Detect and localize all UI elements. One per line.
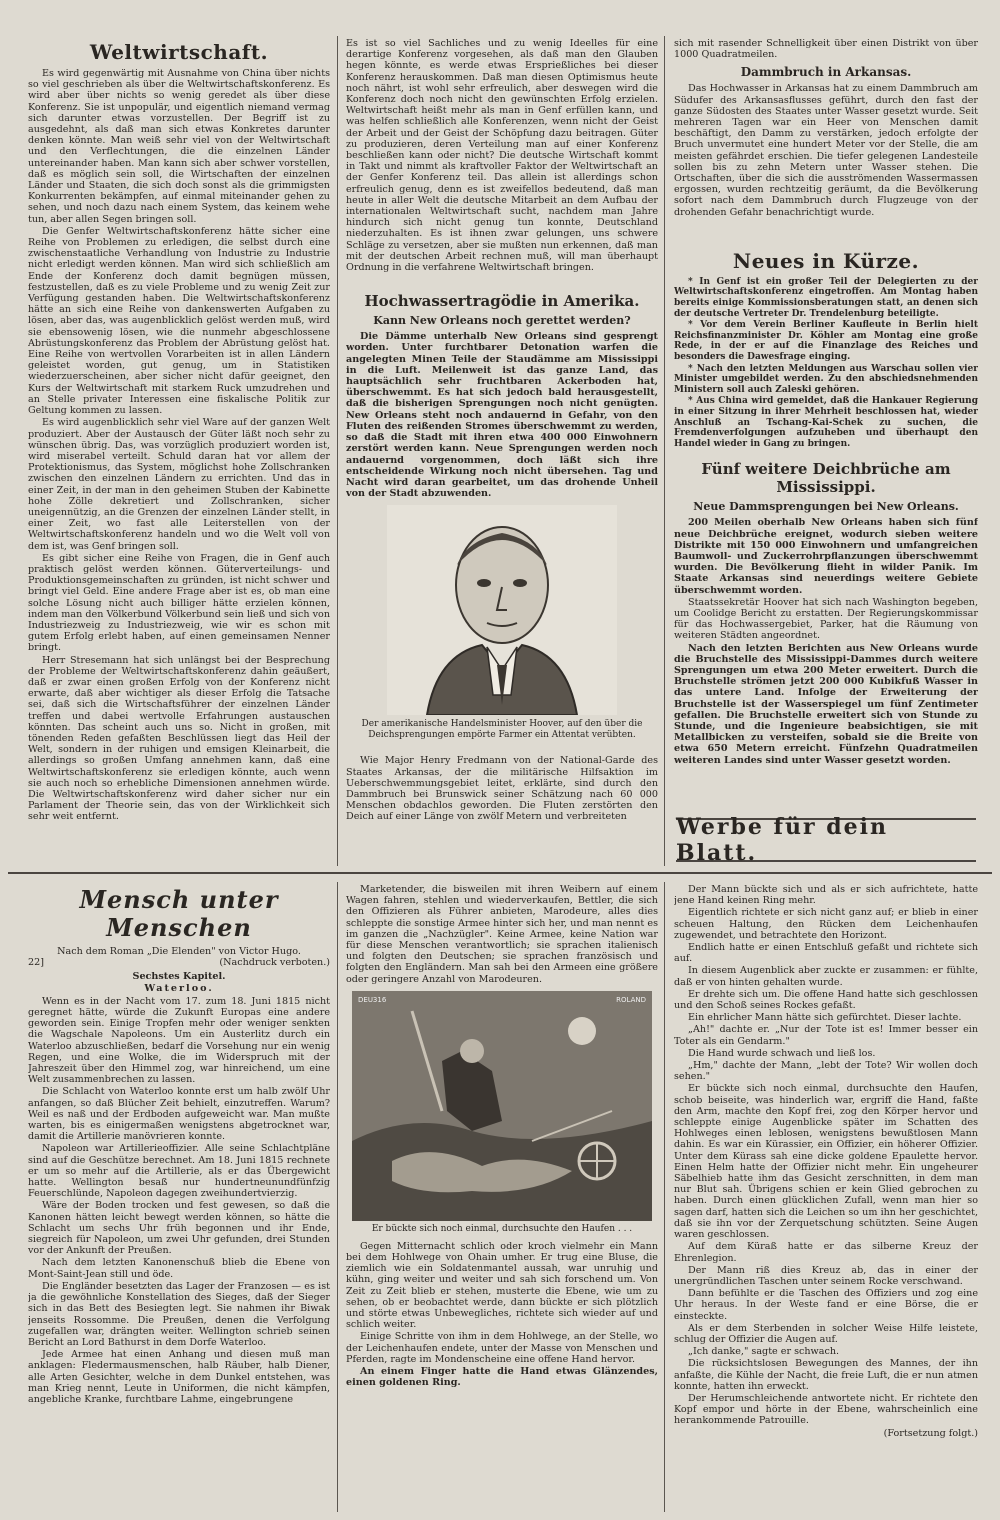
section-divider (8, 872, 992, 874)
serial-paragraph: Gegen Mitternacht schlich oder kroch vielmehr ein Mann bei dem Hohlwege von Ohain umher. Er trug eine Bluse, die ziemlich wie ein Soldatenmantel aussah, war unruhig und kühn, ging weiter und weiter und sah sich forschend um. Von Zeit zu Zeit blieb er stehen, musterte die Ebene, wie um zu sehen, ob er beobachtet werde, dann bückte er sich plötzlich und störte etwas Unbewegliches, richtete sich wieder auf und schlich weiter. (346, 1240, 658, 1331)
serial-paragraph: Marketender, die bisweilen mit ihren Weibern auf einem Wagen fahren, stehlen und wiederverkaufen, Bettler, die sich den Offizieren als Führer anbieten, Marodeure, alles dies schleppte die sonstige Armee hinter sich her, und man nennt es im ganzen die „Nachzügler". Keine Armee, keine Nation war für diese Menschen verantwortlich; sie sprachen italienisch und folgten den Deutschen; sie sprachen französisch und folgten den Engländern. Man sah bei den Armeen eine größere oder geringere Anzahl von Marodeuren. (346, 884, 658, 985)
serial-paragraph: Auf dem Küraß hatte er das silberne Kreuz der Ehrenlegion. (674, 1241, 978, 1264)
illustration-signature-right: ROLAND (616, 995, 646, 1004)
article-paragraph: Das Hochwasser in Arkansas hat zu einem Dammbruch am Südufer des Arkansasflusses geführt, durch den fast der ganze Südosten des Staates unter Wasser gesetzt wurde. Seit mehreren Tagen war ein Heer von Menschen damit beschäftigt, den Damm zu verstärken, jedoch erfolgte der Bruch unvermutet eine hundert Meter vor der Stelle, die am meisten gefährdet erschien. Die tiefer gelegenen Landesteile sollen bis zu zehn Metern unter Wasser stehen. Die Ortschaften, über die sich die ausströmenden Wassermassen ergossen, wurden rechtzeitig geräumt, da die Bevölkerung sofort nach dem Dammbruch durch Flugzeuge von der drohenden Gefahr benachrichtigt wurde. (674, 83, 978, 218)
serial-column-1 (28, 884, 330, 1514)
serial-paragraph: Die Schlacht von Waterloo konnte erst um halb zwölf Uhr anfangen, so daß Blücher Zeit behielt, einzutreffen. Warum? Weil es naß und der Erdboden aufgeweicht war. Man mußte warten, bis es einigermaßen wenigstens abgetrocknet war, damit die Artillerie manövrieren konnte. (28, 1086, 330, 1143)
article-paragraph: Die Dämme unterhalb New Orleans sind gesprengt worden. Unter furchtbarer Detonation warfen die angelegten Minen Teile der Staudämme am Mississippi in die Luft. Meilenweit ist das ganze Land, das hauptsächlich sehr fruchtbaren Ackerboden hat, überschwemmt. Es hat sich jedoch bald herausgestellt, daß die bisherigen Sprengungen noch nicht genügten. New Orleans steht noch andauernd in Gefahr, von den Fluten des reißenden Stromes überschwemmt zu werden, so daß die Stadt mit ihren etwa 400 000 Einwohnern zerstört werden kann. Neue Sprengungen werden noch andauernd vorgenommen, doch läßt sich ihre entscheidende Wirkung noch nicht übersehen. Tag und Nacht wird daran gearbeitet, um das drohende Unheil von der Stadt abzuwenden. (346, 331, 658, 500)
hoover-portrait (387, 505, 617, 715)
column-rule (664, 36, 665, 866)
breach-subtitle: Neue Dammsprengungen bei New Orleans. (693, 500, 959, 514)
serial-paragraph: Die Hand wurde schwach und ließ los. (688, 1047, 876, 1059)
breach-title: Fünf weitere Deichbrüche am Mississippi. (701, 460, 951, 497)
serial-paragraph: Eigentlich richtete er sich nicht ganz auf; er blieb in einer scheuen Haltung, den Rücken dem Leichenhaufen zugewendet, und betrachtete den Horizont. (674, 907, 978, 941)
dam-title: Dammbruch in Arkansas. (740, 65, 912, 80)
flood-subtitle: Kann New Orleans noch gerettet werden? (373, 314, 631, 328)
serial-paragraph: Jede Armee hat einen Anhang und diesen muß man anklagen: Fledermausmenschen, halb Räuber, halb Diener, alle Arten Gesichter, welche in dem Dunkel entstehen, was man Krieg nennt, Leute in Uniformen, die nicht kämpfen, angebliche Kranke, furchtbare Lahme, eingebrungene (28, 1349, 330, 1405)
serial-paragraph: Nach dem letzten Kanonenschuß blieb die Ebene von Mont-Saint-Jean still und öde. (28, 1257, 330, 1280)
chapter-name: Waterloo. (144, 982, 214, 994)
serial-column-2 (346, 884, 658, 1514)
news-item: * Aus China wird gemeldet, daß die Hankauer Regierung in einer Sitzung in ihrer Mehrheit beschlossen hat, wieder Anschluß an Tschang-Kai-Schek zu suchen, die Fremdenverfolgungen aufzuheben und überhaupt den Handel wieder in Gang zu bringen. (674, 396, 978, 449)
serial-paragraph: Endlich hatte er einen Entschluß gefaßt und richtete sich auf. (674, 942, 978, 965)
article-title: Weltwirtschaft. (89, 40, 269, 64)
serial-source: Nach dem Roman „Die Elenden" von Victor Hugo. (57, 946, 301, 957)
news-title: Neues in Kürze. (732, 248, 920, 273)
portrait-illustration-icon (387, 505, 617, 715)
advert-banner: Werbe für dein Blatt. (676, 818, 976, 862)
serial-title: Mensch unter Menschen (79, 885, 279, 942)
column-middle (346, 38, 658, 866)
news-item: * Nach den letzten Meldungen aus Warschau sollen vier Minister umgebildet werden. Zu den abschiedsnehmenden Ministern soll auch Zaleski gehören. (674, 363, 978, 395)
serial-paragraph: Er bückte sich noch einmal, durchsuchte den Haufen, schob beiseite, was hinderlich war, ergriff die Hand, faßte den Arm, machte den Kopf frei, zog den Körper hervor und schleppte einige Augenblicke später im Schatten des Hohlweges einen leblosen, wenigstens bewußtlosen Mann dahin. Es war ein Kürassier, ein Offizier, ein höherer Offizier. Unter dem Kürass sah eine dicke goldene Epaulette hervor. Einen Helm hatte der Offizier nicht mehr. Ein ungeheurer Säbelhieb hatte ihm das Gesicht zerschnitten, in dem man nur Blut sah. Übrigens schien er kein Glied gebrochen zu haben. Durch einen glücklichen Zufall, wenn man hier so sagen darf, hatten sich die Leichen so um ihn her geschichtet, daß sie ihn vor der Zerquetschung schützten. Seine Augen waren geschlossen. (674, 1083, 978, 1241)
article-paragraph: Nach den letzten Berichten aus New Orleans wurde die Bruchstelle des Mississippi-Dammes durch weitere Sprengungen um etwa 200 Meter erweitert. Durch die Bruchstelle strömen jetzt 200 000 Kubikfuß Wasser in das untere Land. Infolge der Erweiterung der Bruchstelle ist der Wasserspiegel um fünf Zentimeter gefallen. Die Bruchstelle erweitert sich von Stunde zu Stunde, und die Ingenieure beabsichtigen, sie mit Metallbicken zu versteifen, sobald sie die Breite von etwa 650 Metern erreicht. Fünfzehn Quadratmeilen weiteren Landes sind unter Wasser gesetzt worden. (674, 642, 978, 766)
portrait-caption: Der amerikanische Handelsminister Hoover, auf den über die Deichsprengungen empörte Farmer ein Attentat verübten. (361, 719, 643, 741)
illustration-caption: Er bückte sich noch einmal, durchsuchte den Haufen . . . (371, 1223, 633, 1234)
serial-paragraph: Er drehte sich um. Die offene Hand hatte sich geschlossen und den Schoß seines Rockes gefaßt. (674, 988, 978, 1012)
serial-paragraph: Wenn es in der Nacht vom 17. zum 18. Juni 1815 nicht geregnet hätte, würde die Zukunft Europas eine andere geworden sein. Einige Tropfen mehr oder weniger senkten die Wagschale Napoleons. Um ein Austerlitz durch ein Waterloo abzuschließen, bedarf die Vorsehung nur ein wenig Regen, und eine Wolke, die im Widerspruch mit der Jahreszeit über den Himmel zog, war hinreichend, um eine Welt zusammenbrechen zu lassen. (28, 995, 330, 1086)
waterloo-illustration (352, 991, 652, 1221)
article-paragraph: Herr Stresemann hat sich unlängst bei der Besprechung der Probleme der Weltwirtschaftskonferenz dahin geäußert, daß er zwar einen großen Erfolg von der Konferenz nicht erwarte, daß aber wichtiger als dieser Erfolg die Tatsache sei, daß sich die Wirtschaftsführer der einzelnen Länder treffen und dabei wertvolle Erfahrungen austauschen könnten. Das scheint auch uns so. Nicht in großen, mit tönenden Reden gefaßten Beschlüssen liegt das Heil der Welt, sondern in der ruhigen und emsigen Kleinarbeit, die allerdings so großen Umfang annehmen kann, daß eine Weltwirtschaftskonferenz sie erledigen könnte, auch wenn sie auch noch so erhebliche Dimensionen annehmen würde. Die Weltwirtschaftskonferenz wird daher sicher nur ein Parlament der Theorie sein, das von der Wirklichkeit sich sehr weit entfernt. (28, 654, 330, 823)
battlefield-scene-icon (352, 991, 652, 1221)
article-paragraph: Es gibt sicher eine Reihe von Fragen, die in Genf auch praktisch gelöst werden können. Güterverteilungs- und Produktionsgemeinschaften zu gründen, ist nicht schwer und bringt viel Geld. Eine andere Frage aber ist es, ob man eine solche Lösung nicht auch billiger hätte erzielen können, indem man den Völkerbund Völkerbund sein ließ und sich von Industriezweig zu Industriezweig, wie wir es schon mit gutem Erfolg erlebt haben, auf einen gemeinsamen Nenner bringt. (28, 552, 330, 654)
news-item: * Vor dem Verein Berliner Kaufleute in Berlin hielt Reichsfinanzminister Dr. Köhler am Montag eine große Rede, in der er auf die Finanzlage des Reiches und besonders die Dawesfrage einging. (674, 320, 978, 362)
serial-paragraph: „Hm," dachte der Mann, „lebt der Tote? Wir wollen doch sehen." (674, 1060, 978, 1083)
serial-paragraph: Der Herumschleichende antwortete nicht. Er richtete den Kopf empor und hörte in der Ebene, wahrscheinlich eine herankommende Patrouille. (674, 1392, 978, 1427)
article-paragraph: Staatssekretär Hoover hat sich nach Washington begeben, um Coolidge Bericht zu erstatten. Der Regierungskommissar für das Hochwassergebiet, Parker, hat die Räumung von weiteren Städten angeordnet. (674, 596, 978, 642)
chapter-title: Sechstes Kapitel. (132, 971, 226, 983)
serial-column-3 (674, 884, 978, 1514)
serial-paragraph: Ein ehrlicher Mann hätte sich gefürchtet. Dieser lachte. (688, 1012, 962, 1024)
serial-paragraph: Dann befühlte er die Taschen des Offiziers und zog eine Uhr heraus. In der Weste fand er eine Börse, die er einsteckte. (674, 1288, 978, 1322)
reprint-note: (Nachdruck verboten.) (219, 957, 330, 969)
column-rule (337, 882, 338, 1512)
continuation-note: (Fortsetzung folgt.) (883, 1427, 978, 1439)
news-item: * In Genf ist ein großer Teil der Delegierten zu der Weltwirtschaftskonferenz eingetroffen. Am Montag haben bereits einige Kommissionsberatungen statt, an denen sich der deutsche Vertreter Dr. Trendelenburg beteiligte. (674, 276, 978, 319)
article-paragraph: Es wird gegenwärtig mit Ausnahme von China über nichts so viel geschrieben als über die Weltwirtschaftskonferenz. Es wird aber über nichts so wenig geredet als über diese Konferenz. Sie ist unpopulär, und eigentlich niemand vermag sich darunter etwas vorzustellen. Der Begriff ist zu ausgedehnt, als daß man sich etwas Konkretes darunter denken könnte. Man weiß sehr viel von der Weltwirtschaft und den Verflechtungen, die die einzelnen Länder untereinander haben. Man kann sich aber schwer vorstellen, daß es möglich sein soll, die Wirtschaften der einzelnen Länder und Staaten, die sich doch sonst als die grimmigsten Konkurrenten bekämpfen, auf einmal miteinander gehen zu sehen, und noch dazu nach einem System, das keinem wehe tun, aber allen Segen bringen soll. (28, 68, 330, 225)
serial-paragraph: An einem Finger hatte die Hand etwas Glänzendes, einen goldenen Ring. (346, 1366, 658, 1389)
article-paragraph: Die Genfer Weltwirtschaftskonferenz hätte sicher eine Reihe von Problemen zu erledigen, die selbst durch eine zwischenstaatliche Verhandlung von Industrie zu Industrie nicht erledigt werden können. Man wird sich schließlich am Ende der Konferenz doch damit begnügen müssen, festzustellen, daß es zu viele Probleme und zu wenig Zeit zur Verfügung gestanden haben. Die Weltwirtschaftskonferenz hätte an sich eine Reihe von dankenswerten Aufgaben zu lösen, aber das, was augenblicklich gelöst werden muß, wird sie ebensowenig lösen, wie die nunmehr abgeschlossene Abrüstungskonferenz das Problem der Abrüstung gelöst hat. Eine Reihe von wertvollen Vorarbeiten ist in allen Ländern geleistet worden, gut genug, um in Statistiken wiederzuerscheinen, aber sicher nicht dafür geeignet, den Kurs der Weltwirtschaft mit starkem Ruck umzudrehen und an Stelle privater Interessen eine fiskalische Politik zur Geltung kommen zu lassen. (28, 225, 330, 417)
serial-paragraph: Der Mann riß dies Kreuz ab, das in einer der unergründlichen Taschen unter seinem Rocke verschwand. (674, 1264, 978, 1287)
serial-paragraph: Wäre der Boden trocken und fest gewesen, so daß die Kanonen hätten leicht bewegt werden können, so hätte die Schlacht um sechs Uhr früh begonnen und ihr Ende, siegreich für Napoleon, um zwei Uhr gefunden, drei Stunden vor der Ankunft der Preußen. (28, 1200, 330, 1257)
column-weltwirtschaft (28, 38, 330, 866)
article-paragraph: Wie Major Henry Fredmann von der National-Garde des Staates Arkansas, der die militärische Hilfsaktion im Ueberschwemmungsgebiet leitet, erklärte, sind durch den Dammbruch bei Brunswick seiner Schätzung nach 60 000 Menschen obdachlos geworden. Die Fluten zerstörten den Deich auf einer Länge von zwölf Metern und verbreiteten (346, 755, 658, 823)
illustration-signature-left: DEU316 (358, 995, 387, 1004)
serial-paragraph: „Ich danke," sagte er schwach. (688, 1346, 840, 1358)
serial-meta (28, 957, 330, 968)
column-rule (337, 36, 338, 866)
column-rule (664, 882, 665, 1512)
article-paragraph: sich mit rasender Schnelligkeit über einen Distrikt von über 1000 Quadratmeilen. (674, 38, 978, 61)
serial-paragraph: Die rücksichtslosen Bewegungen des Mannes, der ihn anfaßte, die Kühle der Nacht, die freie Luft, die er nun atmen konnte, hatten ihn erweckt. (674, 1358, 978, 1392)
serial-paragraph: Der Mann bückte sich und als er sich aufrichtete, hatte jene Hand keinen Ring mehr. (674, 884, 978, 907)
serial-paragraph: Als er dem Sterbenden in solcher Weise Hilfe leistete, schlug der Offizier die Augen auf. (674, 1322, 978, 1345)
article-paragraph: 200 Meilen oberhalb New Orleans haben sich fünf neue Deichbrüche ereignet, wodurch sieben weitere Distrikte mit 150 000 Einwohnern und umfangreichen Baumwoll- und Zuckerrohrpflanzungen überschwemmt wurden. Die Bevölkerung flieht in wilder Panik. Im Staate Arkansas sind neuerdings weitere Gebiete überschwemmt worden. (674, 517, 978, 596)
serial-paragraph: Die Engländer besetzten das Lager der Franzosen — es ist ja die gewöhnliche Konstellation des Sieges, daß der Sieger sich in das Bett des Besiegten legt. Sie nahmen ihr Biwak jenseits Rossomme. Die Preußen, denen die Verfolgung zugefallen war, drängten weiter. Wellington schrieb seinen Bericht an Lord Bathurst in dem Dorfe Waterloo. (28, 1280, 330, 1348)
serial-paragraph: „Ah!" dachte er. „Nur der Tote ist es! Immer besser ein Toter als ein Gendarm." (674, 1024, 978, 1047)
serial-paragraph: In diesem Augenblick aber zuckte er zusammen: er fühlte, daß er von hinten gehalten wurde. (674, 965, 978, 988)
serial-paragraph: Napoleon war Artillerieoffizier. Alle seine Schlachtpläne sind auf die Geschütze berechnet. Am 18. Juni 1815 rechnete er um so mehr auf die Artillerie, als er das Übergewicht hatte. Wellington besaß nur hundertneunundfünfzig Feuerschlünde, Napoleon dagegen zweihundertvierzig. (28, 1143, 330, 1200)
article-paragraph: Es ist so viel Sachliches und zu wenig Ideelles für eine derartige Konferenz vorgesehen, als daß man den Glauben hegen könnte, es werde etwas Ersprießliches bei dieser Konferenz herauskommen. Daß man diesen Optimismus heute noch nährt, ist wohl sehr erfreulich, aber deswegen wird die Konferenz doch noch nicht den gewünschten Erfolg erzielen. Weltwirtschaft heißt mehr als man in Genf erfüllen kann, und was helfen schließlich alle Konferenzen, wenn nicht der Geist der Arbeit und der Geist der Schöpfung dazu beitragen. Güter zu produzieren, deren Verteilung man auf einer Konferenz beschließen kann oder nicht? Die deutsche Wirtschaft kommt in Takt und nimmt als kraftvoller Faktor der Weltwirtschaft an der Genfer Konferenz teil. Das allein ist allerdings schon erfreulich genug, denn es ist zweifellos bedeutend, daß man heute in aller Welt die deutsche Mitarbeit an dem Aufbau der internationalen Weltwirtschaft sucht, nachdem man Jahre hindurch sich nicht genug tun konnte, Deutschland niederzuhalten. Es ist ihnen zwar gelungen, uns schwere Schläge zu versetzen, aber sie mußten nun erkennen, daß man mit der deutschen Arbeit rechnen muß, will man überhaupt Ordnung in die verfahrene Weltwirtschaft bringen. (346, 38, 658, 274)
installment-number: 22] (28, 957, 44, 969)
column-right (674, 38, 978, 814)
serial-paragraph: Einige Schritte von ihm in dem Hohlwege, an der Stelle, wo der Leichenhaufen endete, unter der Masse von Menschen und Pferden, ragte im Mondenscheine eine offene Hand hervor. (346, 1331, 658, 1365)
flood-title: Hochwassertragödie in Amerika. (364, 292, 640, 311)
article-paragraph: Es wird augenblicklich sehr viel Ware auf der ganzen Welt produziert. Aber der Austausch der Güter läßt noch sehr zu wünschen übrig. Das, was vorzüglich produziert worden ist, wird miserabel verteilt. Schuld daran hat vor allem der Protektionismus, das System, möglichst hohe Zollschranken zwischen den einzelnen Ländern zu errichten. Und das in einer Zeit, in der man in den geheimen Stuben der Kabinette hohe Zölle dekretiert und Zollschranken, sicher uneigennützig, an die Grenzen der einzelnen Länder stellt, in einer Zeit, wo fast alle Leiterstellen von der Weltwirtschaftskonferenz handeln und wo die Welt voll von dem ist, was Genf bringen soll. (28, 417, 330, 552)
